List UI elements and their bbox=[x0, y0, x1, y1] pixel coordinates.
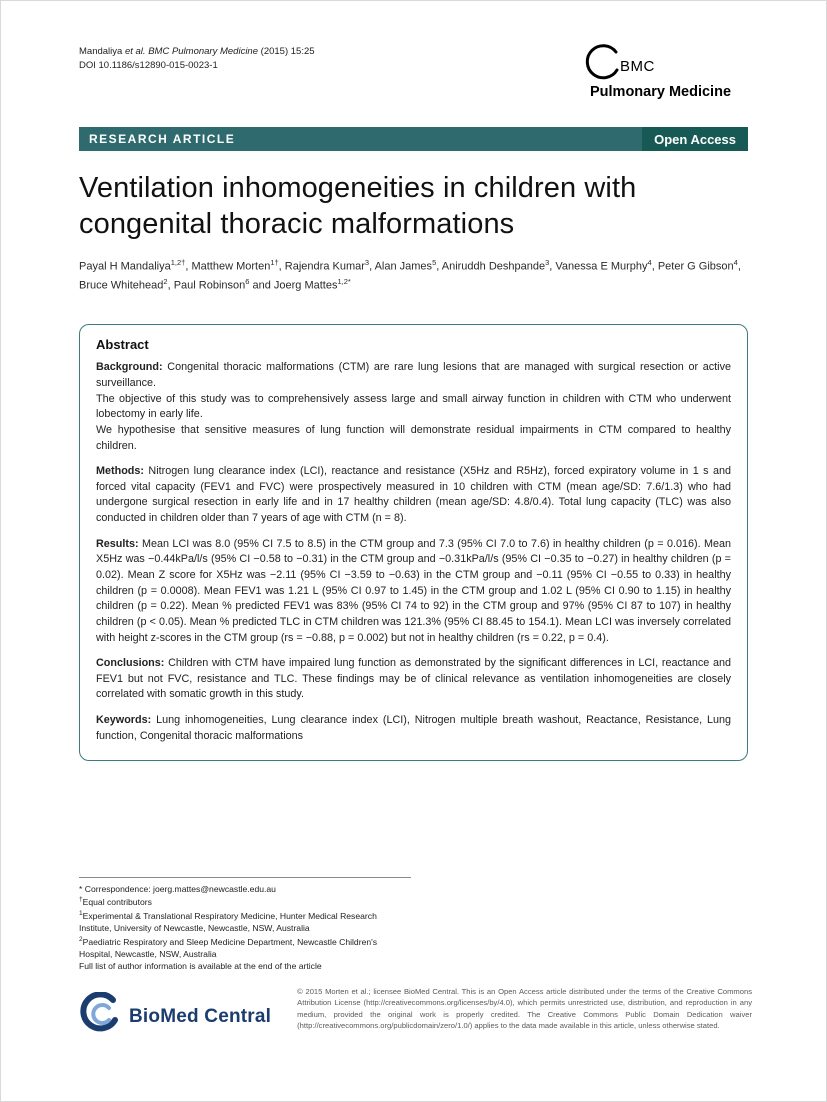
license-text: © 2015 Morten et al.; licensee BioMed Central. This is an Open Access article distributed under the terms of the Creative Commons Attribution License (http://creativecommons.org/licenses/by/4.0), which permits unrestricted use, distribution, and reproduction in any medium, provided the original work is properly credited. The Creative Commons Public Domain Dedication waiver (http://creativecommons.org/publicdomain/zero/1.0/) applies to the data made available in this article, unless otherwise stated. bbox=[297, 987, 752, 1031]
biomed-central-icon bbox=[79, 992, 123, 1041]
abstract-box bbox=[79, 324, 748, 761]
abstract-paragraph: Conclusions: Children with CTM have impaired lung function as demonstrated by the significant differences in LCI, reactance and FEV1 but not FVC, resistance and TLC. These findings may be of clinical relevance as ventilation inhomogeneities are closely correlated with somatic growth in this study. bbox=[96, 657, 731, 701]
biomed-central-logo bbox=[79, 992, 271, 1041]
journal-name: Pulmonary Medicine bbox=[590, 84, 732, 100]
bmc-logo-text: BMC bbox=[620, 58, 655, 75]
abstract-paragraph: The objective of this study was to comprehensively assess large and small airway function in children with CTM who underwent lobectomy in early life. bbox=[96, 392, 731, 421]
abstract-paragraph: Results: Mean LCI was 8.0 (95% CI 7.5 to 8.5) in the CTM group and 7.3 (95% CI 7.0 to 7.6) in healthy children (p = 0.016). Mean X5Hz was −0.44kPa/l/s (95% CI −0.58 to −0.31) in the CTM group and −0.31kPa/l/s (95% CI −0.35 to −0.27) in healthy children (p = 0.02). Mean Z score for X5Hz was −2.11 (95% CI −3.59 to −0.63) in the CTM group and −0.11 (95% CI −0.55 to 0.33) in healthy children (p = 0.0008). Mean FEV1 was 1.21 L (95% CI 0.97 to 1.45) in the CTM group and 1.02 L (95% CI 0.90 to 1.15) in healthy children (p = 0.22). Mean % predicted FEV1 was 83% (95% CI 74 to 92) in the CTM group and 97% (95% CI 87 to 107) in healthy children (p < 0.05). Mean % predicted TLC in CTM children was 121.3% (95% CI 88.45 to 154.1). Mean LCI was inversely correlated with height z-scores in the CTM group (rs = −0.88, p = 0.002) but not in healthy children (rs = 0.22, p = 0.4). bbox=[96, 537, 731, 644]
footnote-list bbox=[79, 883, 411, 973]
footnote: Full list of author information is available at the end of the article bbox=[79, 961, 322, 972]
abstract-paragraph: We hypothesise that sensitive measures of lung function will demonstrate residual impairments in CTM compared to healthy children. bbox=[96, 423, 731, 452]
footnotes bbox=[79, 877, 411, 973]
page-header bbox=[79, 45, 748, 105]
abstract-paragraph: Background: Congenital thoracic malformations (CTM) are rare lung lesions that are managed with surgical resection or active surveillance. bbox=[96, 361, 731, 389]
footnote: †Equal contributors bbox=[79, 896, 152, 908]
abstract-paragraph: Keywords: Lung inhomogeneities, Lung clearance index (LCI), Nitrogen multiple breath washout, Reactance, Resistance, Lung function, Congenital thoracic malformations bbox=[96, 714, 731, 742]
doi: DOI 10.1186/s12890-015-0023-1 bbox=[79, 59, 218, 71]
citation-line: Mandaliya et al. BMC Pulmonary Medicine (2015) 15:25 bbox=[79, 46, 315, 57]
bmc-journal-logo bbox=[580, 41, 748, 100]
article-title: Ventilation inhomogeneities in children with congenital thoracic malformations bbox=[79, 172, 637, 240]
author-list: Payal H Mandaliya$^{1,2\dagger}$, Matthew Morten$^{1\dagger}$, Rajendra Kumar$^3$, Alan James$^5$, Aniruddh Deshpande$^3$, Vanessa E Murphy$^4$, Peter G Gibson$^4$, Bruce Whitehead$^2$, Paul Robinson$^6$ and Joerg Mattes$^{1,2*}$ bbox=[79, 257, 741, 292]
research-article-banner bbox=[79, 127, 748, 151]
footnote: $^1$Experimental & Translational Respiratory Medicine, Hunter Medical Research Institute, University of Newcastle, Newcastle, NSW, Australia bbox=[79, 909, 377, 934]
footnote: $^2$Paediatric Respiratory and Sleep Medicine Department, Newcastle Children's Hospital, Newcastle, NSW, Australia bbox=[79, 935, 378, 959]
abstract-paragraph: Methods: Nitrogen lung clearance index (LCI), reactance and resistance (X5Hz and R5Hz), forced expiratory volume in 1 s and forced vital capacity (FEV1 and FVC) were prospectively measured in 10 children with CTM (mean age/SD: 7.6/1.3) who had undergone surgical resection in early life and in 17 healthy children (mean age/SD: 4.8/0.4). Total lung capacity (TLC) was also conducted in children older than 7 years of age with CTM (n = 8). bbox=[96, 465, 731, 525]
biomed-central-wordmark: BioMed Central bbox=[129, 1005, 272, 1027]
footer-row bbox=[79, 986, 752, 1041]
open-access-badge: Open Access bbox=[642, 127, 748, 151]
abstract-sections bbox=[96, 360, 731, 744]
banner-label: RESEARCH ARTICLE bbox=[89, 132, 236, 146]
abstract-heading: Abstract bbox=[96, 337, 149, 353]
footnote: * Correspondence: joerg.mattes@newcastle.edu.au bbox=[79, 884, 276, 894]
